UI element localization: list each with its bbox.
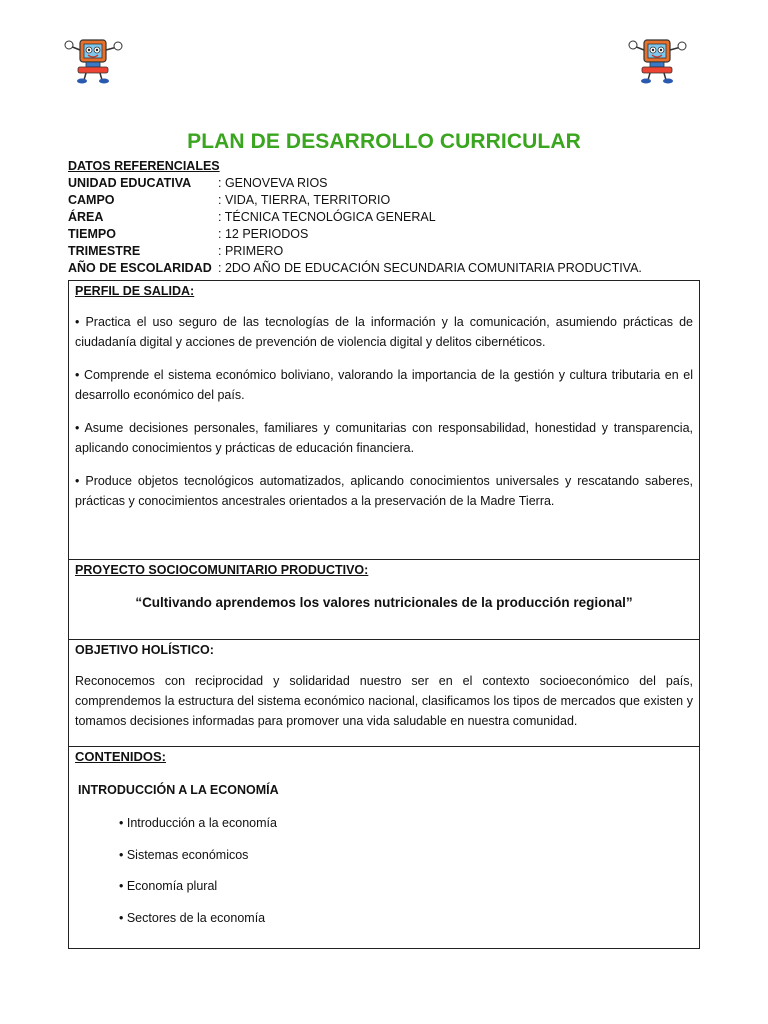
page-title: PLAN DE DESARROLLO CURRICULAR bbox=[187, 130, 581, 153]
datos-label: TIEMPO bbox=[68, 227, 116, 241]
datos-referenciales bbox=[68, 158, 642, 277]
perfil-item: • Asume decisiones personales, familiares y comunitarias con responsabilidad, honestidad y transparencia, aplicando conocimientos y prácticas de educación financiera. bbox=[75, 421, 693, 455]
objetivo-text: Reconocemos con reciprocidad y solidaridad nuestro ser en el contexto socioeconómico del país, comprendemos la estructura del sistema económico nacional, clasificamos los tipos de mercados que existen y tomamos decisiones informadas para promover una vida saludable en nuestra comunidad. bbox=[75, 674, 693, 728]
datos-label: UNIDAD EDUCATIVA bbox=[68, 176, 192, 190]
perfil-item: • Practica el uso seguro de las tecnologías de la información y la comunicación, asumiendo prácticas de ciudadanía digital y acciones de prevención de violencia digital y delitos cibernéticos. bbox=[75, 315, 693, 349]
contenidos-item: • Sectores de la economía bbox=[119, 911, 266, 925]
contenidos-item: • Sistemas económicos bbox=[119, 848, 249, 862]
perfil-section bbox=[68, 280, 700, 560]
perfil-item: • Comprende el sistema económico boliviano, valorando la importancia de la gestión y cultura tributaria en el desarrollo económico del país. bbox=[75, 368, 693, 402]
objetivo-heading: OBJETIVO HOLÍSTICO: bbox=[75, 643, 214, 657]
datos-row bbox=[68, 260, 642, 277]
datos-row bbox=[68, 175, 642, 192]
datos-row bbox=[68, 226, 642, 243]
perfil-item: • Produce objetos tecnológicos automatizados, aplicando conocimientos universales y rescatando saberes, prácticas y conocimientos ancestrales orientados a la preservación de la Madre Tierra. bbox=[75, 474, 693, 508]
datos-value: : VIDA, TIERRA, TERRITORIO bbox=[218, 193, 391, 207]
computer-mascot-icon bbox=[628, 36, 688, 84]
datos-label: TRIMESTRE bbox=[68, 244, 141, 258]
datos-heading: DATOS REFERENCIALES bbox=[68, 159, 220, 173]
objetivo-section bbox=[68, 639, 700, 747]
datos-value: : TÉCNICA TECNOLÓGICA GENERAL bbox=[218, 210, 436, 224]
proyecto-text: “Cultivando aprendemos los valores nutricionales de la producción regional” bbox=[135, 595, 633, 610]
datos-label: CAMPO bbox=[68, 193, 115, 207]
datos-label: AÑO DE ESCOLARIDAD bbox=[68, 261, 212, 275]
proyecto-section bbox=[68, 559, 700, 640]
datos-value: : 2DO AÑO DE EDUCACIÓN SECUNDARIA COMUNITARIA PRODUCTIVA. bbox=[218, 261, 642, 275]
computer-mascot-icon bbox=[64, 36, 124, 84]
contenidos-topic: INTRODUCCIÓN A LA ECONOMÍA bbox=[78, 783, 279, 797]
datos-row bbox=[68, 243, 642, 260]
datos-row bbox=[68, 209, 642, 226]
datos-value: : PRIMERO bbox=[218, 244, 284, 258]
contenidos-item: • Economía plural bbox=[119, 879, 218, 893]
datos-value: : GENOVEVA RIOS bbox=[218, 176, 328, 190]
datos-label: ÁREA bbox=[68, 210, 104, 224]
perfil-heading: PERFIL DE SALIDA: bbox=[75, 284, 195, 298]
contenidos-item: • Introducción a la economía bbox=[119, 816, 277, 830]
contenidos-heading: CONTENIDOS: bbox=[75, 749, 166, 764]
contenidos-section bbox=[68, 746, 700, 949]
datos-row bbox=[68, 192, 642, 209]
proyecto-heading: PROYECTO SOCIOCOMUNITARIO PRODUCTIVO: bbox=[75, 563, 369, 577]
datos-value: : 12 PERIODOS bbox=[218, 227, 309, 241]
